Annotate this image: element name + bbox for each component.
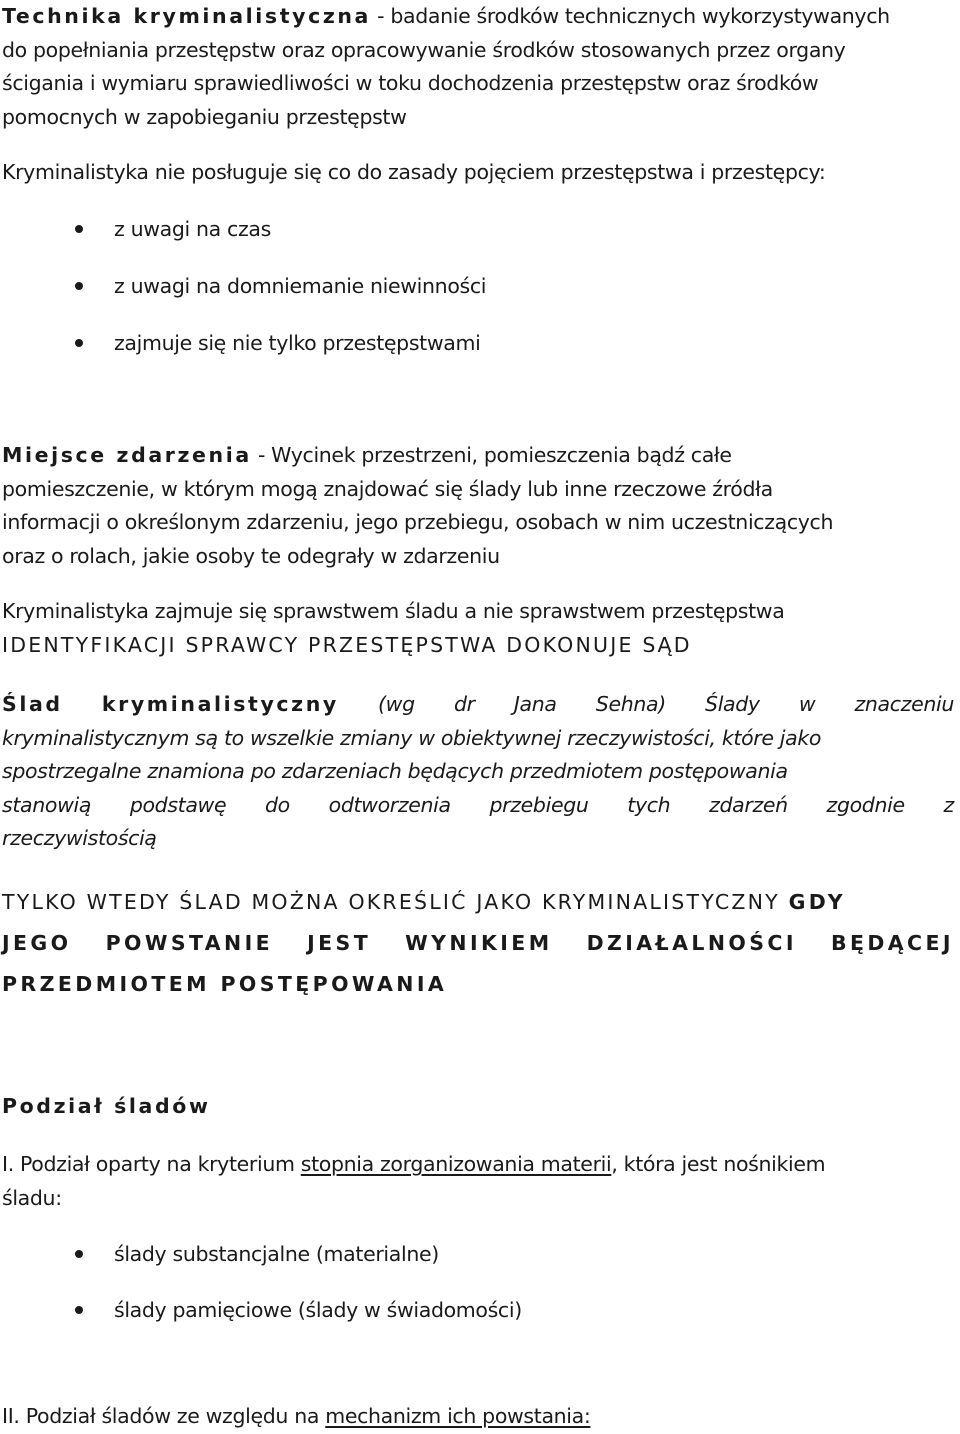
miejsce-line-2: pomieszczenie, w którym mogą znajdować się ślady lub inne rzeczowe źródła	[2, 476, 773, 501]
tylko-line-2: JEGO POWSTANIE JEST WYNIKIEM DZIAŁALNOŚCI BĘDĄCEJ	[2, 931, 954, 955]
slad-line-2: kryminalistycznym są to wszelkie zmiany w obiektywnej rzeczywistości, które jako	[2, 725, 822, 750]
podzial-paragraph-2: II. Podział śladów ze względu na mechanizm ich powstania:	[2, 1404, 591, 1428]
technika-def-line-3: ścigania i wymiaru sprawiedliwości w toku dochodzenia przestępstw oraz środków	[2, 71, 819, 96]
miejsce-line-3: informacji o określonym zdarzeniu, jego przebiegu, osobach w nim uczestniczących	[2, 510, 834, 535]
bullet-icon	[75, 1250, 83, 1258]
list-item: zajmuje się nie tylko przestępstwami	[0, 326, 900, 360]
technika-definition	[2, 0, 954, 134]
tylko-block	[2, 882, 954, 1005]
bullet-icon	[75, 225, 83, 233]
list-item: z uwagi na czas	[0, 212, 900, 246]
slad-line-4: stanowią podstawę do odtworzenia przebiegu tych zdarzeń zgodnie z	[2, 792, 954, 817]
materia-link: stopnia zorganizowania materii	[300, 1152, 612, 1176]
technika-def-line-4: pomocnych w zapobieganiu przestępstw	[2, 104, 407, 129]
bullet-icon	[75, 339, 83, 347]
slad-line-1: Ślad kryminalistyczny (wg dr Jana Sehna) Ślady w znaczeniu	[2, 692, 954, 716]
tylko-line-1: TYLKO WTEDY ŚLAD MOŻNA OKREŚLIĆ JAKO KRYMINALISTYCZNY GDY	[2, 890, 846, 914]
miejsce-definition	[2, 439, 954, 573]
list-item: z uwagi na domniemanie niewinności	[0, 269, 900, 303]
miejsce-term: Miejsce zdarzenia	[2, 443, 252, 467]
tylko-line-3: PRZEDMIOTEM POSTĘPOWANIA	[2, 972, 448, 996]
miejsce-line-4: oraz o rolach, jakie osoby te odegrały w zdarzeniu	[2, 543, 500, 568]
slad-line-5: rzeczywistością	[2, 826, 157, 851]
kryminalistyka-note: Kryminalistyka nie posługuje się co do zasady pojęciem przestępstwa i przestępcy:	[2, 160, 826, 184]
podzial-heading: Podział śladów	[2, 1094, 211, 1118]
list-item: ślady substancjalne (materialne)	[0, 1237, 900, 1271]
list-item: ślady pamięciowe (ślady w świadomości)	[0, 1293, 900, 1327]
sprawstwo-note: Kryminalistyka zajmuje się sprawstwem śladu a nie sprawstwem przestępstwa	[2, 599, 785, 623]
slad-definition	[2, 688, 954, 856]
slad-line-3: spostrzegalne znamiona po zdarzeniach będących przedmiotem postępowania	[2, 759, 788, 784]
sprawstwo-block	[2, 595, 954, 662]
miejsce-line-1: - Wycinek przestrzeni, pomieszczenia bądź całe	[251, 443, 732, 467]
mechanizm-link: mechanizm ich powstania:	[325, 1404, 591, 1428]
technika-term: Technika kryminalistyczna	[2, 4, 371, 28]
identyfikacja-caps: IDENTYFIKACJI SPRAWCY PRZESTĘPSTWA DOKONUJE SĄD	[2, 632, 692, 657]
technika-def-line-1: - badanie środków technicznych wykorzystywanych	[371, 4, 890, 28]
technika-def-line-2: do popełniania przestępstw oraz opracowywanie środków stosowanych przez organy	[2, 37, 846, 62]
bullet-icon	[75, 282, 83, 290]
podzial-paragraph-1: I. Podział oparty na kryterium stopnia zorganizowania materii, która jest nośnikiem śladu:	[2, 1152, 826, 1210]
bullet-icon	[75, 1306, 83, 1314]
